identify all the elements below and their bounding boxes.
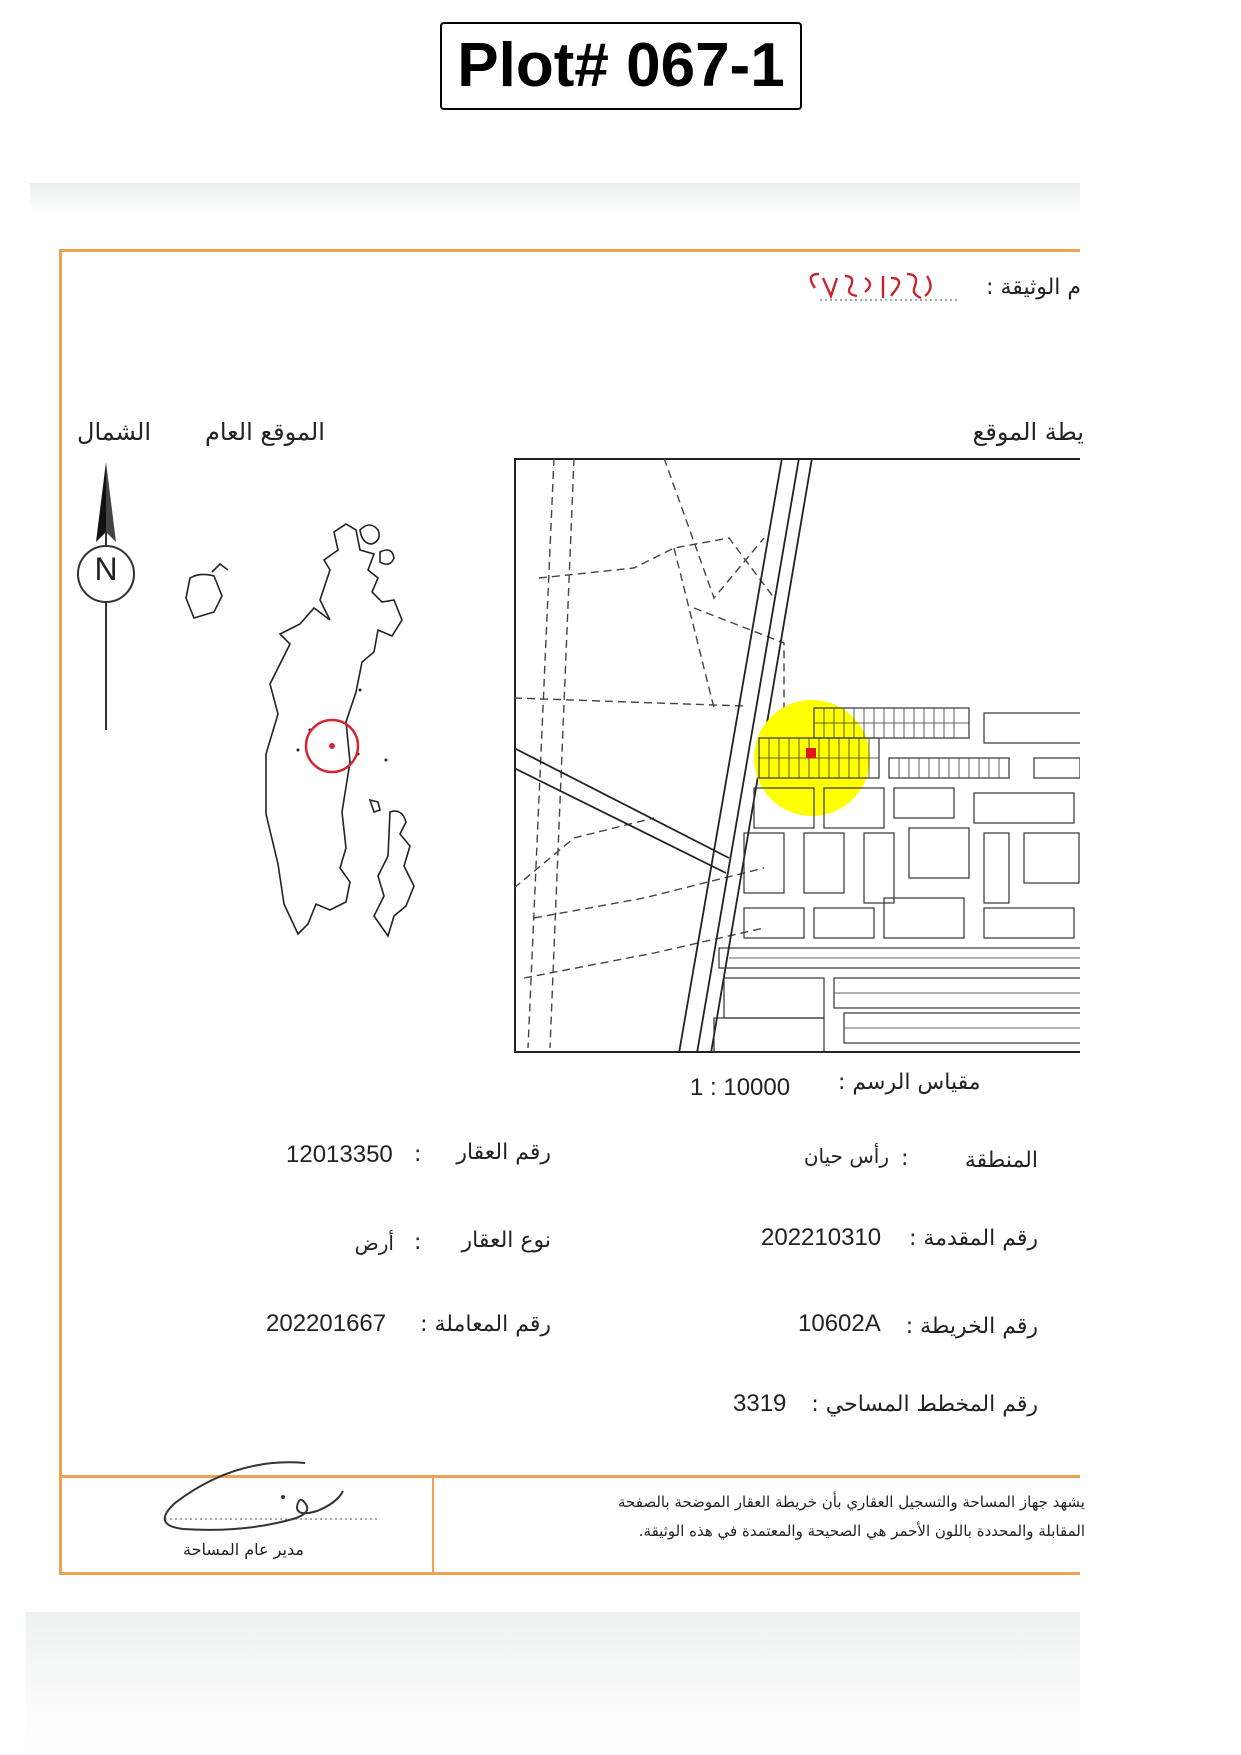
scale-value: 1 : 10000 bbox=[690, 1074, 791, 1101]
area-value: رأس حيان bbox=[803, 1144, 889, 1168]
site-map bbox=[514, 458, 1080, 1053]
north-letter: N bbox=[94, 551, 118, 587]
property-number-value: 12013350 bbox=[286, 1141, 393, 1168]
transaction-number-label: رقم المعاملة : bbox=[420, 1312, 551, 1337]
frame-border-bottom bbox=[59, 1572, 1080, 1575]
map-number-value: 10602A bbox=[798, 1310, 881, 1337]
doc-number-label: م الوثيقة : bbox=[986, 275, 1081, 300]
north-arrow-icon bbox=[74, 460, 138, 730]
application-number-value: 202210310 bbox=[761, 1224, 882, 1251]
area-label: المنطقة bbox=[964, 1148, 1038, 1173]
property-number-label: رقم العقار bbox=[456, 1140, 551, 1165]
frame-border-left bbox=[59, 249, 62, 1575]
certification-line-1: يشهد جهاز المساحة والتسجيل العقاري بأن خريطة العقار الموضحة بالصفحة bbox=[618, 1493, 1085, 1511]
colon: : bbox=[901, 1146, 909, 1171]
signatory-title: مدير عام المساحة bbox=[183, 1540, 304, 1559]
scan-edge-top bbox=[30, 183, 1080, 213]
colon: : bbox=[414, 1230, 422, 1255]
doc-number-stamp bbox=[795, 268, 975, 308]
scale-label: مقياس الرسم : bbox=[838, 1070, 981, 1095]
scan-edge-bottom bbox=[26, 1612, 1080, 1755]
transaction-number-value: 202201667 bbox=[266, 1310, 387, 1337]
general-location-label: الموقع العام bbox=[205, 418, 325, 446]
colon: : bbox=[414, 1142, 422, 1167]
certification-line-2: المقابلة والمحددة باللون الأحمر هي الصحيحة والمعتمدة في هذه الوثيقة. bbox=[638, 1522, 1085, 1540]
overview-map bbox=[160, 500, 460, 1040]
plot-title: Plot# 067-1 bbox=[440, 22, 802, 110]
site-map-label: يطة الموقع bbox=[972, 418, 1084, 446]
north-label: الشمال bbox=[77, 418, 152, 446]
survey-plan-value: 3319 bbox=[733, 1390, 787, 1417]
survey-plan-label: رقم المخطط المساحي : bbox=[811, 1392, 1038, 1417]
frame-border-top bbox=[59, 249, 1080, 252]
property-type-value: أرض bbox=[354, 1231, 394, 1255]
frame-divider bbox=[432, 1475, 434, 1575]
signature-image bbox=[145, 1455, 395, 1545]
application-number-label: رقم المقدمة : bbox=[909, 1226, 1038, 1251]
map-number-label: رقم الخريطة : bbox=[905, 1314, 1038, 1339]
property-type-label: نوع العقار bbox=[461, 1228, 551, 1253]
